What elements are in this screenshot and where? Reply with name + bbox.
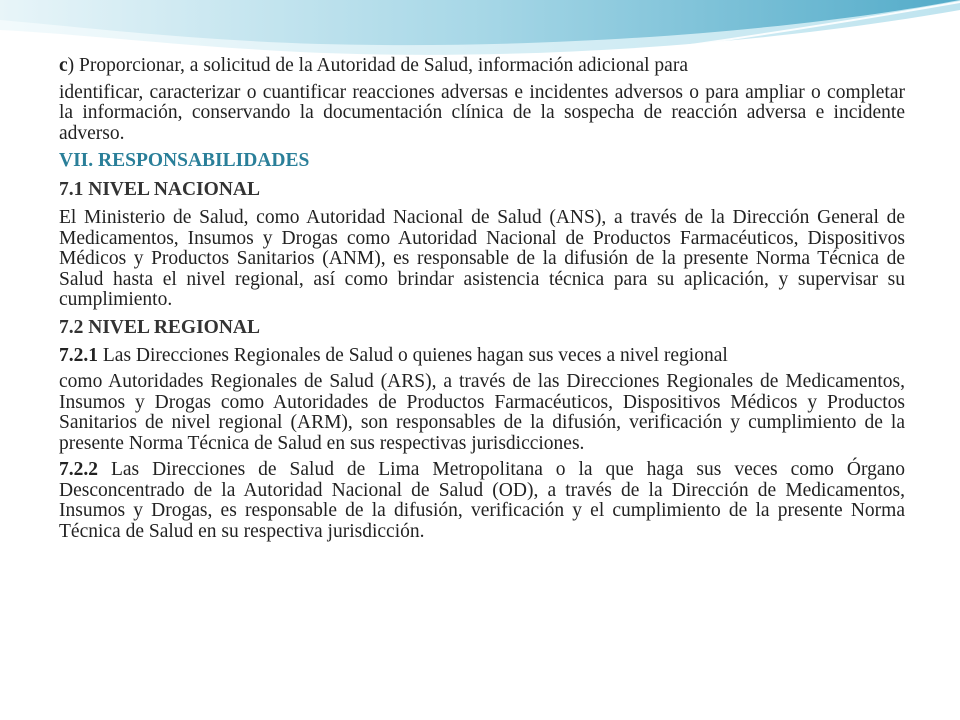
subsection-national-heading: 7.1 NIVEL NACIONAL: [59, 179, 260, 200]
item-721-continued: como Autoridades Regionales de Salud (ARS), a través de las Direcciones Regionales de Medicamentos, Insumos y Drogas como Autoridades de Productos Farmacéuticos, Dispositivos Médicos y Productos Sanitarios de nivel regional (ARM), son responsables de la difusión, verificación y cumplimiento de la presente Norma Técnica de Salud en sus respectivas jurisdicciones.: [59, 371, 905, 454]
section-heading: VII. RESPONSABILIDADES: [59, 150, 310, 171]
item-722-number: 7.2.2: [59, 459, 98, 480]
national-paragraph: El Ministerio de Salud, como Autoridad Nacional de Salud (ANS), a través de la Dirección General de Medicamentos, Insumos y Drogas como Autoridad Nacional de Productos Farmacéuticos, Dispositivos Médicos y Productos Sanitarios (ANM), es responsable de la difusión de la presente Norma Técnica de Salud hasta el nivel regional, así como brindar asistencia técnica para su aplicación, y supervisar su cumplimiento.: [59, 207, 905, 310]
item-c-first-line: [59, 56, 905, 77]
item-c-continued: identificar, caracterizar o cuantificar reacciones adversas e incidentes adversos o para ampliar o completar la información, conservando la documentación clínica de la sospecha de reacción adversa e incidente adverso.: [59, 81, 905, 144]
item-721-first-line: [59, 346, 905, 367]
item-722-text: Las Direcciones de Salud de Lima Metropolitana o la que haga sus veces como Órgano Desconcentrado de la Autoridad Nacional de Salud (OD), a través de la Dirección de Medicamentos, Insumos y Drogas, es responsable de la difusión, verificación y el cumplimiento de la presente Norma Técnica de Salud en su respectiva jurisdicción.: [59, 459, 905, 542]
item-c-label: c: [59, 55, 68, 76]
document-body: [59, 56, 905, 548]
item-721-number: 7.2.1: [59, 344, 98, 366]
item-c-text: ) Proporcionar, a solicitud de la Autoridad de Salud, información adicional para: [67, 55, 688, 76]
subsection-regional-heading: 7.2 NIVEL REGIONAL: [59, 316, 260, 338]
item-722-paragraph: [59, 460, 905, 542]
item-721-text: Las Direcciones Regionales de Salud o quienes hagan sus veces a nivel regional: [98, 344, 728, 366]
